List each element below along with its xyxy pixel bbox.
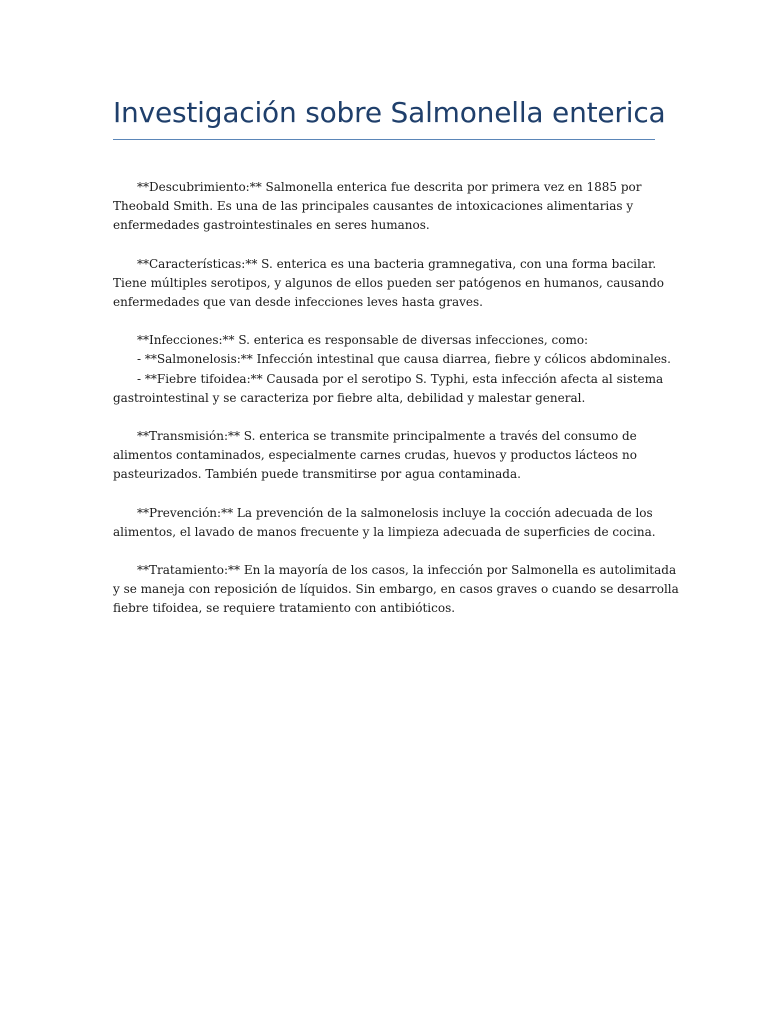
paragraph-line: pasteurizados. También puede transmitirse por agua contaminada. xyxy=(113,467,521,482)
paragraph-transmision xyxy=(113,427,658,485)
paragraph-tratamiento xyxy=(113,561,679,619)
list-item-salmonelosis: - **Salmonelosis:** Infección intestinal que causa diarrea, fiebre y cólicos abdominales. xyxy=(137,352,671,367)
paragraph-line: **Descubrimiento:** Salmonella enterica fue descrita por primera vez en 1885 por xyxy=(137,180,642,194)
paragraph-line: **Transmisión:** S. enterica se transmite principalmente a través del consumo de xyxy=(137,429,637,444)
paragraph-line: Theobald Smith. Es una de las principales causantes de intoxicaciones alimentarias y xyxy=(113,199,634,214)
paragraph-caracteristicas xyxy=(113,255,665,313)
document-body xyxy=(113,178,679,619)
paragraph-line: fiebre tifoidea, se requiere tratamiento con antibióticos. xyxy=(113,601,456,616)
paragraph-line: alimentos contaminados, especialmente carnes crudas, huevos y productos lácteos no xyxy=(113,448,637,463)
paragraph-line: **Prevención:** La prevención de la salmonelosis incluye la cocción adecuada de los xyxy=(137,505,653,520)
paragraph-line: **Infecciones:** S. enterica es responsable de diversas infecciones, como: xyxy=(137,333,589,348)
document-title: Investigación sobre Salmonella enterica xyxy=(113,96,666,129)
paragraph-descubrimiento xyxy=(113,178,658,236)
list-item-fiebre-tifoidea: - **Fiebre tifoidea:** Causada por el serotipo S. Typhi, esta infección afecta al sistema xyxy=(137,371,664,386)
paragraph-line: y se maneja con reposición de líquidos. Sin embargo, en casos graves o cuando se desarrolla xyxy=(113,582,679,597)
title-underline xyxy=(113,139,655,140)
paragraph-line: Tiene múltiples serotipos, y algunos de ellos pueden ser patógenos en humanos, causando xyxy=(113,275,665,290)
paragraph-line: enfermedades gastrointestinales en seres humanos. xyxy=(113,218,430,233)
paragraph-line: **Tratamiento:** En la mayoría de los casos, la infección por Salmonella es autolimitada xyxy=(137,563,677,578)
paragraph-line: alimentos, el lavado de manos frecuente y la limpieza adecuada de superficies de cocina. xyxy=(113,524,656,539)
paragraph-line: gastrointestinal y se caracteriza por fiebre alta, debilidad y malestar general. xyxy=(113,390,586,405)
paragraph-line: **Características:** S. enterica es una bacteria gramnegativa, con una forma bacilar. xyxy=(137,256,657,271)
paragraph-infecciones xyxy=(113,331,671,408)
paragraph-prevencion xyxy=(113,504,658,542)
paragraph-line: enfermedades que van desde infecciones leves hasta graves. xyxy=(113,295,483,310)
